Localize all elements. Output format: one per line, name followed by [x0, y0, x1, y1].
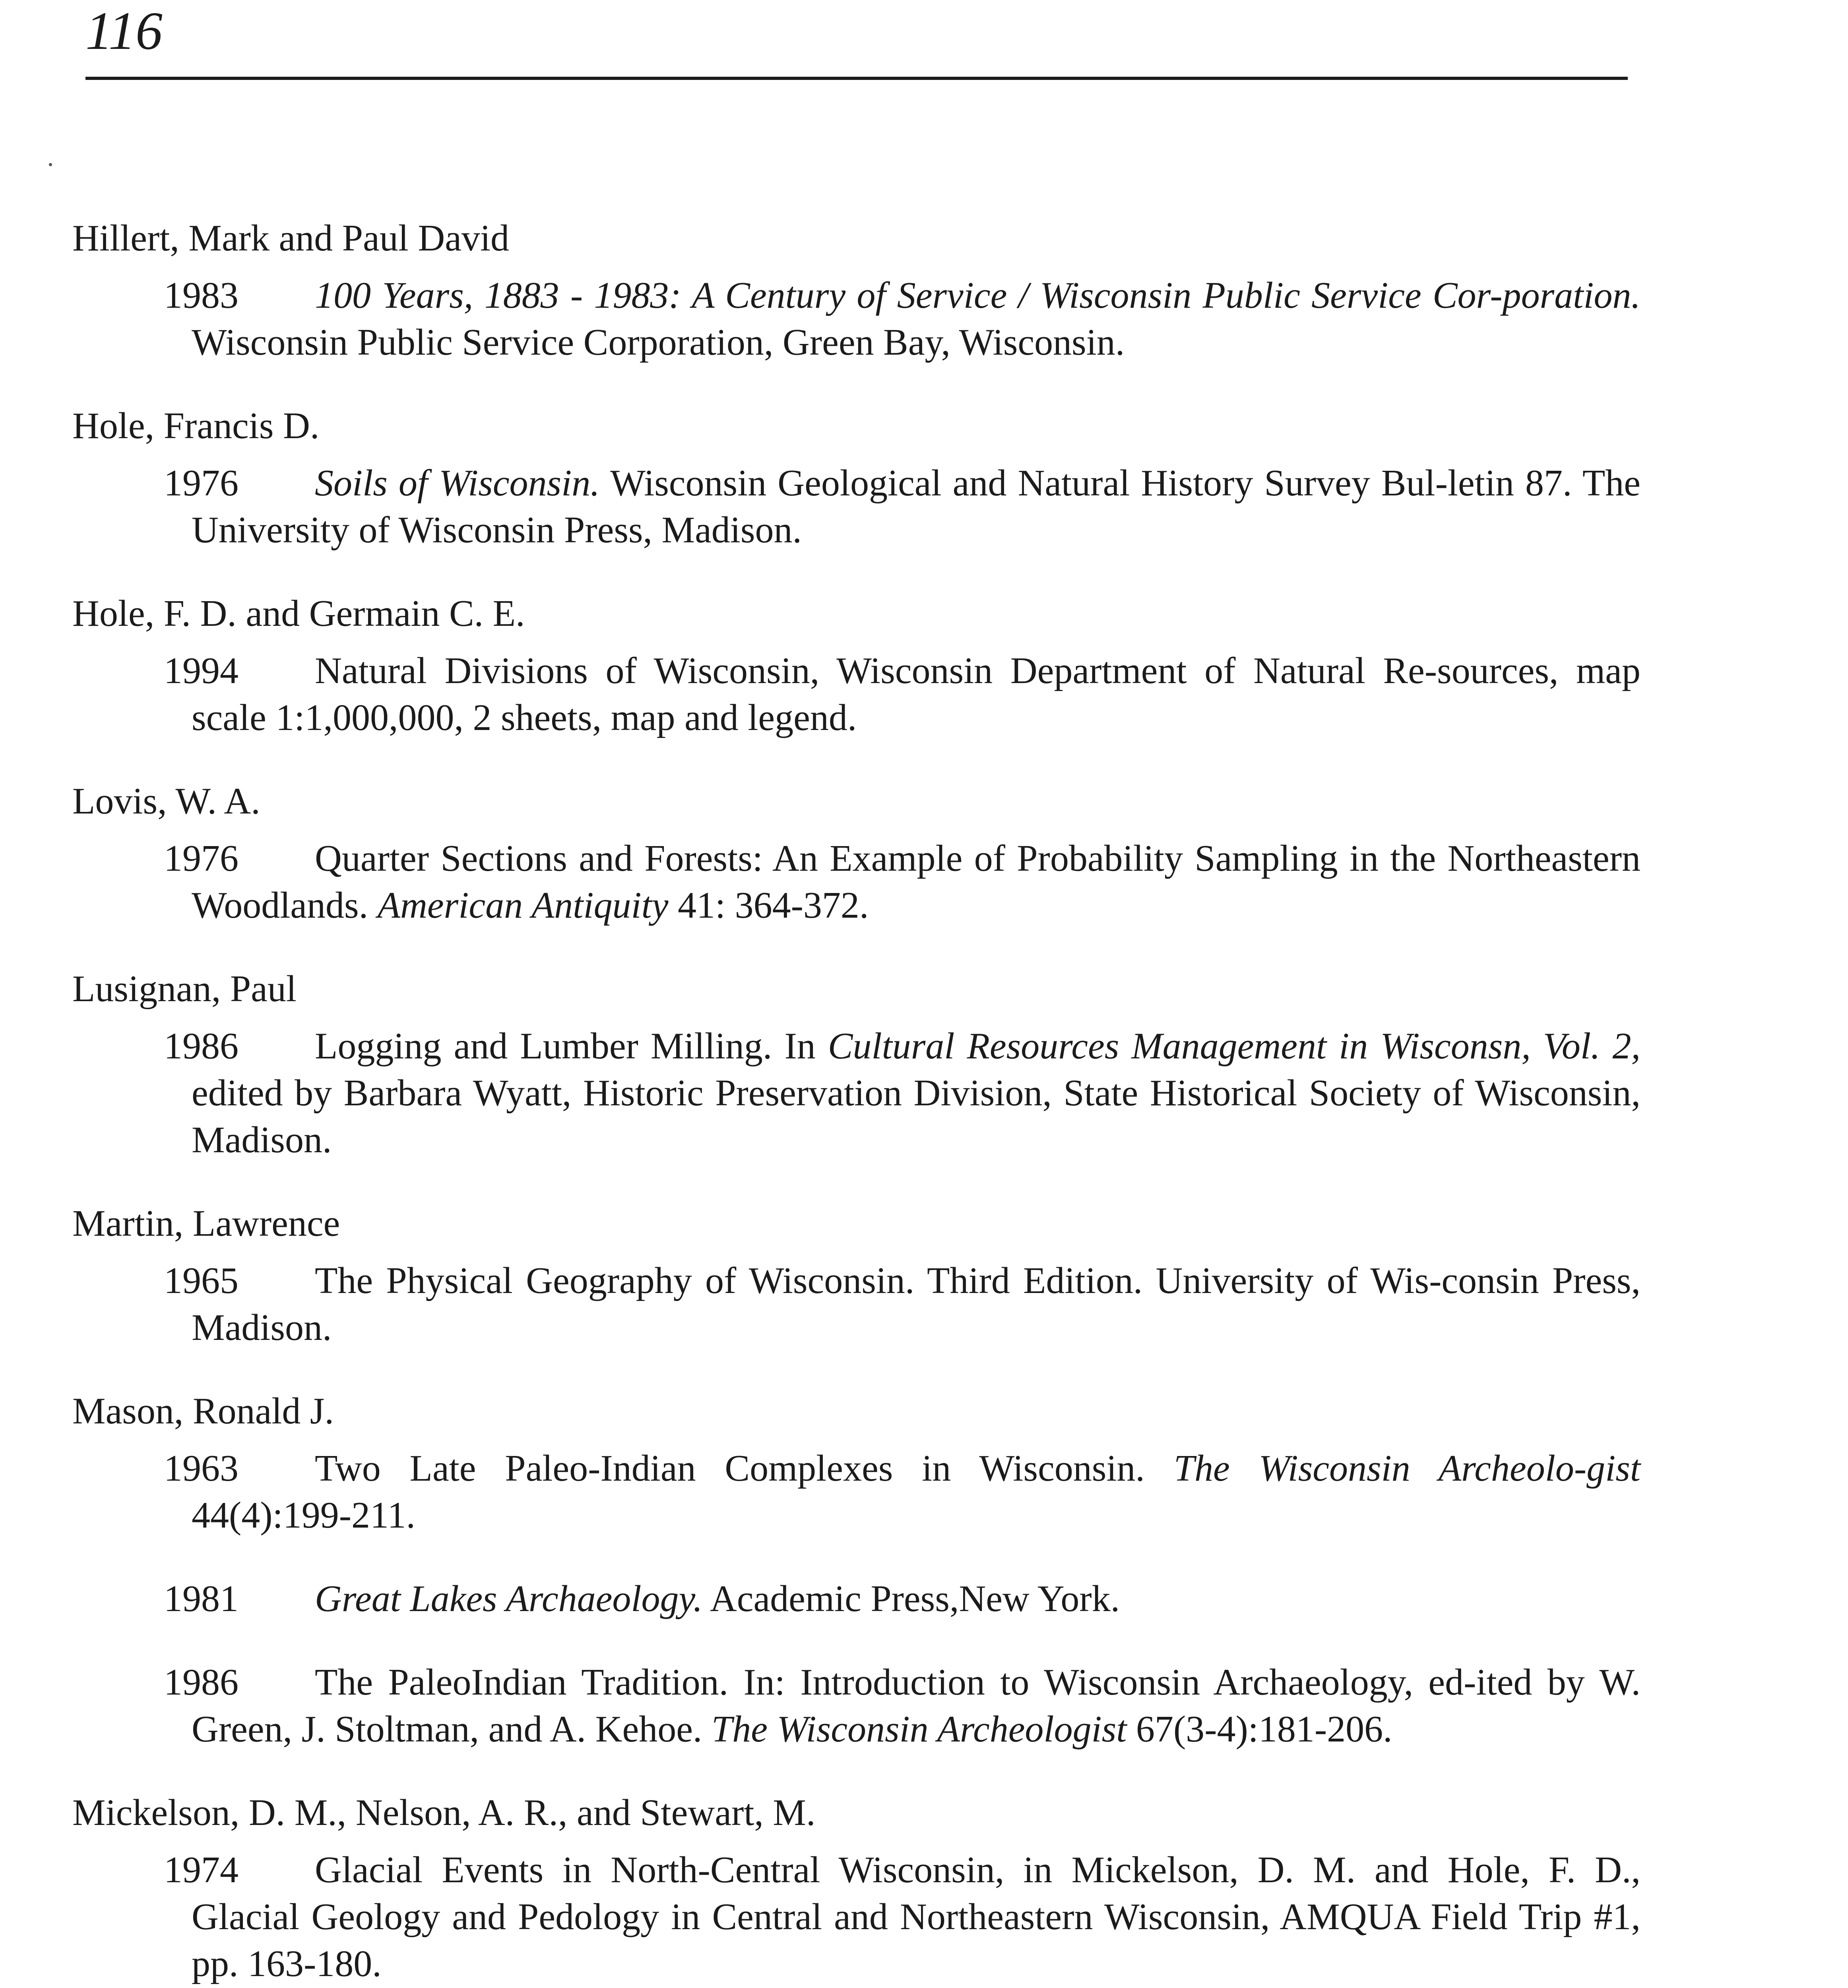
bib-entry-lovis [72, 778, 1641, 929]
bib-title: American Antiquity [377, 885, 669, 926]
bib-text: Wisconsin Geological and Natural History Survey Bul-letin 87. The University of Wisconsin Press, Madison. [192, 462, 1641, 551]
bib-text: The Physical Geography of Wisconsin. Third Edition. University of Wis-consin Press, Madison. [192, 1260, 1641, 1348]
bib-reference [164, 1257, 1641, 1351]
bib-reference [164, 1659, 1641, 1753]
bib-title: The Wisconsin Archeolo-gist [1173, 1448, 1641, 1489]
bib-text: 44(4):199-211. [192, 1495, 416, 1536]
bib-text: Wisconsin Public Service Corporation, Green Bay, Wisconsin. [192, 322, 1125, 363]
bib-author: Hillert, Mark and Paul David [72, 217, 510, 259]
bib-author: Hole, F. D. and Germain C. E. [72, 593, 525, 634]
bib-entry-hole-francis [72, 402, 1641, 553]
bib-reference [164, 1445, 1641, 1539]
bib-text: Academic Press,New York. [702, 1578, 1120, 1619]
bib-author: Mickelson, D. M., Nelson, A. R., and Stewart, M. [72, 1792, 816, 1833]
bib-reference [164, 647, 1641, 741]
bib-author: Martin, Lawrence [72, 1203, 340, 1244]
bib-reference [164, 460, 1641, 553]
bib-text: 67(3-4):181-206. [1127, 1708, 1392, 1750]
header-rule [85, 77, 1628, 80]
bib-text: Logging and Lumber Milling. In [315, 1025, 828, 1067]
bib-year: 1974 [164, 1849, 239, 1891]
bib-text: Quarter Sections and Forests: An Example of Probability Sampling in the Northeastern Woodlands. [192, 838, 1641, 926]
bib-reference [164, 1846, 1641, 1987]
bib-year: 1986 [164, 1662, 239, 1703]
bib-year: 1994 [164, 650, 239, 691]
bib-entry-martin [72, 1200, 1641, 1351]
bib-title: 100 Years, 1883 - 1983: A Century of Service / Wisconsin Public Service Cor-poration. [315, 275, 1641, 316]
bib-author: Mason, Ronald J. [72, 1390, 334, 1432]
bib-entry-hole-germain [72, 590, 1641, 741]
bib-author: Hole, Francis D. [72, 405, 320, 447]
bib-year: 1983 [164, 275, 239, 316]
bib-reference [164, 835, 1641, 929]
bib-author: Lovis, W. A. [72, 780, 260, 822]
bib-text: 41: 364-372. [668, 885, 869, 926]
bib-entry-mason [72, 1388, 1641, 1753]
bib-author: Lusignan, Paul [72, 968, 297, 1010]
scan-speck [49, 163, 52, 166]
bibliography [72, 215, 1641, 1988]
bib-year: 1965 [164, 1260, 239, 1301]
bib-reference [164, 1575, 1641, 1622]
bib-entry-hillert [72, 215, 1641, 366]
bib-year: 1963 [164, 1448, 239, 1489]
bib-reference [164, 272, 1641, 366]
bib-title: Cultural Resources Management in Wisconsn, Vol. 2, [828, 1025, 1641, 1067]
bib-title: Great Lakes Archaeology. [315, 1578, 703, 1619]
bib-title: The Wisconsin Archeologist [711, 1708, 1127, 1750]
bib-year: 1986 [164, 1025, 239, 1067]
bib-title: Soils of Wisconsin. [315, 462, 600, 504]
bib-year: 1976 [164, 838, 239, 879]
bib-reference [164, 1023, 1641, 1163]
bib-text: edited by Barbara Wyatt, Historic Preservation Division, State Historical Society of Wisconsin, Madison. [192, 1072, 1641, 1161]
bib-entry-lusignan [72, 965, 1641, 1163]
bib-text: Natural Divisions of Wisconsin, Wisconsin Department of Natural Re-sources, map scale 1:1,000,000, 2 sheets, map and legend. [192, 650, 1641, 738]
bib-text: Glacial Events in North-Central Wisconsin, in Mickelson, D. M. and Hole, F. D., Glacial Geology and Pedology in Central and Northeastern Wisconsin, AMQUA Field Trip #1, pp. 163-180. [192, 1849, 1641, 1984]
page-number: 116 [85, 1, 163, 61]
bib-year: 1976 [164, 462, 239, 504]
bib-text: The PaleoIndian Tradition. In: Introduction to Wisconsin Archaeology, ed-ited by W. Green, J. Stoltman, and A. Kehoe. [192, 1662, 1641, 1750]
bib-entry-mickelson [72, 1789, 1641, 1987]
bib-text: Two Late Paleo-Indian Complexes in Wisconsin. [315, 1448, 1174, 1489]
bib-year: 1981 [164, 1578, 239, 1619]
